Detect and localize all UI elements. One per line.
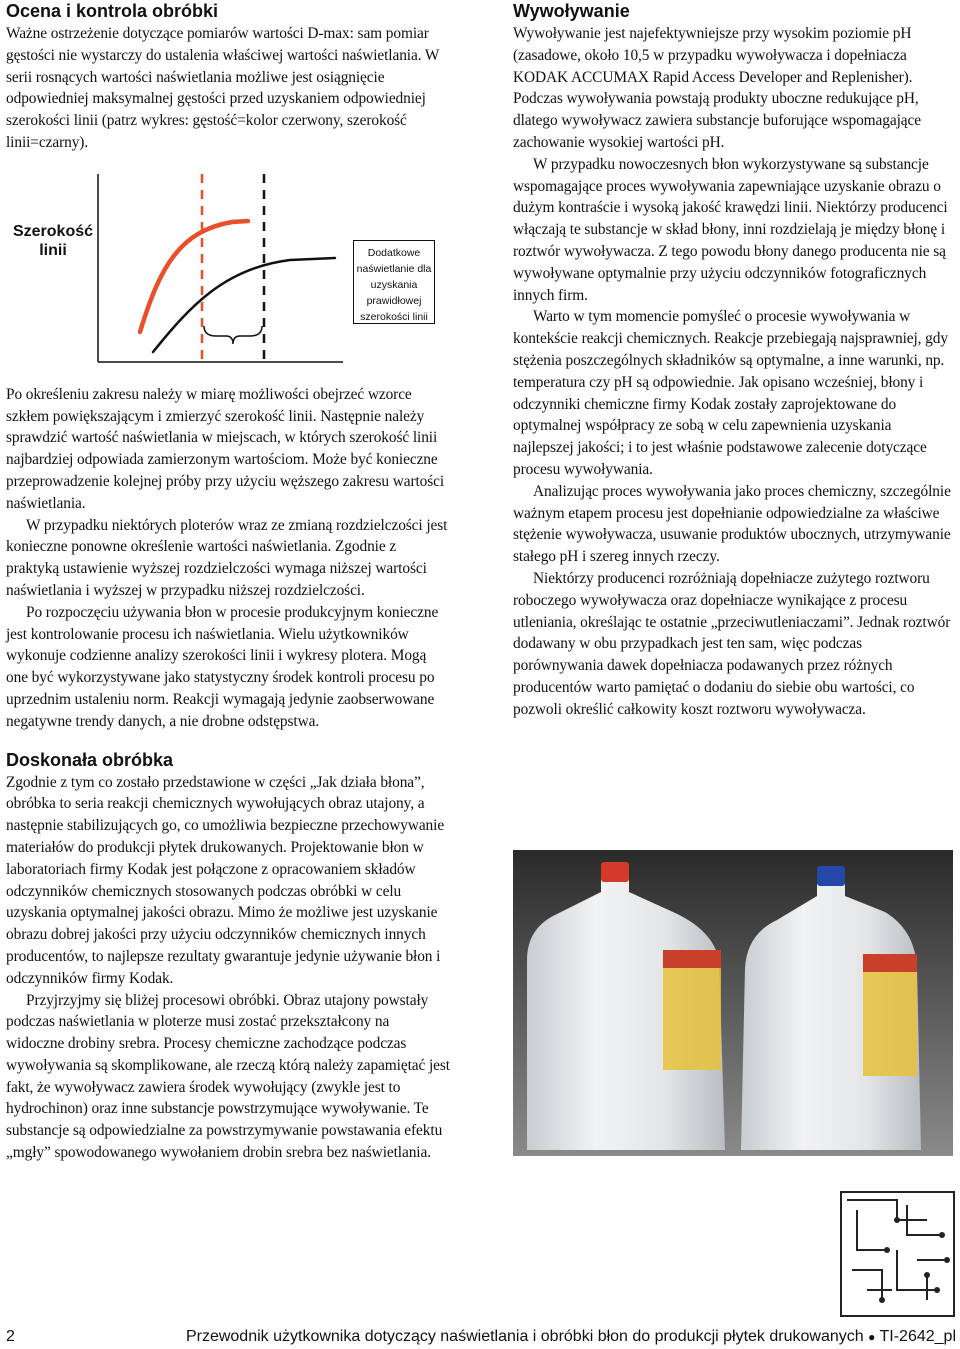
paragraph: W przypadku nowoczesnych błon wykorzystywane są substancje wspomagające proces wywoływania zapewniające uzyskanie obrazu o dużym kontraście i wysoką jakość krawędzi linii. Niektórzy producenci włączają te substancje w skład błony, inni rozdzielają je między błonę i roztwór wywoływacza. Z tego powodu błony danego producenta nie są wywoływane optymalnie przy użyciu odczynników fotograficznych innych firm.	[513, 155, 948, 304]
circuit-board-icon	[837, 1190, 956, 1318]
document-code: TI-2642_pl	[879, 1328, 956, 1345]
label-right-icon	[863, 954, 917, 1076]
chemical-bottles-photo	[513, 850, 953, 1156]
section-title-evaluation: Ocena i kontrola obróbki	[6, 1, 219, 21]
paragraph: Wywoływanie jest najefektywniejsze przy wysokim poziomie pH (zasadowe, około 10,5 w przypadku wywoływacza i dopełniacza KODAK ACCUMAX Rapid Access Developer and Replenisher). Podczas wywoływania powstają produkty uboczne redukujące pH, dlatego wywoływacz zawiera substancje buforujące wspomagające zachowanie wysokiej wartości pH.	[513, 25, 921, 151]
line-width-chart	[0, 156, 440, 376]
section-title-development: Wywoływanie	[513, 1, 630, 21]
page-number: 2	[6, 1328, 15, 1345]
additional-exposure-note: Dodatkowe naświetlanie dla uzyskania prawidłowej szerokości linii	[353, 240, 435, 324]
y-axis-label: Szerokość linii	[12, 222, 94, 259]
paragraph: Przyjrzyjmy się bliżej procesowi obróbki. Obraz utajony powstały podczas naświetlania w ploterze musi zostać przekształcony na widoczne drobiny srebra. Procesy chemiczne zachodzące podczas wywoływania są skomplikowane, ale rzeczą którą należy zapamiętać jest fakt, że wywoływacz zawiera środek wywołujący (zwykle jest to hydrochinon) oraz inne substancje powstrzymujące wywoływanie. Te substancje są odpowiedzialne za powstrzymywanie powstawania efektu „mgły” spowodowanego wywołaniem drobin srebra bez naświetlania.	[6, 991, 450, 1162]
paragraph: Po określeniu zakresu należy w miarę możliwości obejrzeć wzorce szkłem powiększającym i zmierzyć szerokość linii. Następnie należy sprawdzić wartość naświetlania w miejscach, w których szerokość linii najbardziej odpowiada zamierzonym wartościom. Może być konieczne przeprowadzenie kolejnej próby przy użyciu węższego zakresu wartości naświetlania.	[6, 385, 445, 512]
paragraph: W przypadku niektórych ploterów wraz ze zmianą rozdzielczości jest konieczne ponowne określenie wartości naświetlania. Zgodnie z praktyką ustawienie wyższej rozdzielczości wymaga niższej wartości naświetlania i wyższej w przypadku niższej rozdzielczości.	[6, 516, 448, 599]
blue-cap-icon	[817, 866, 845, 886]
paragraph: Analizując proces wywoływania jako proces chemiczny, szczególnie ważnym etapem procesu jest dopełnianie odpowiedzialne za właściwe stężenie wywoływacza, usuwanie produktów ubocznych, utrzymywanie stałego pH i szereg innych rzeczy.	[513, 482, 951, 566]
section-title-processing: Doskonała obróbka	[6, 749, 174, 770]
paragraph: Warto w tym momencie pomyśleć o procesie wywoływania w kontekście reakcji chemicznych. Reakcje przebiegają najsprawniej, gdy stężenia poszczególnych składników są optymalne, a inne warunki, np. temperatura czy pH są odpowiednie. Jak opisano wcześniej, błony i odczynniki chemiczne firmy Kodak zostały zaprojektowane do optymalnej współpracy ze sobą w celu zapewnienia uzyskania najlepszej jakości; i to jest właśnie podstawowe zalecenie dotyczące procesu wywoływania.	[513, 308, 948, 478]
line-width-curve	[153, 258, 335, 352]
footer-title	[186, 1326, 956, 1348]
density-curve	[140, 221, 248, 332]
document-title: Przewodnik użytkownika dotyczący naświetlania i obróbki błon do produkcji płytek drukowanych	[185, 1328, 864, 1345]
exposure-brace	[204, 326, 262, 344]
page-footer	[6, 1326, 956, 1348]
bullet-icon: ●	[868, 1330, 876, 1344]
paragraph: Po rozpoczęciu używania błon w procesie produkcyjnym konieczne jest kontrolowanie procesu ich naświetlania. Wielu użytkowników wykonuje codzienne analizy szerokości linii i wykresy plotera. Mogą one być wykorzystywane jako statystyczny środek kontroli procesu po uprzednim ustaleniu norm. Reakcji wymagają jedynie zaobserwowane negatywne trendy danych, a nie drobne odstępstwa.	[6, 603, 439, 730]
paragraph: Ważne ostrzeżenie dotyczące pomiarów wartości D-max: sam pomiar gęstości nie wystarczy do ustalenia właściwej wartości naświetlania. W serii rosnących wartości naświetlania możliwe jest osiągnięcie odpowiedniej maksymalnej gęstości przed uzyskaniem odpowiedniej szerokości linii (patrz wykres: gęstość=kolor czerwony, szerokość linii=czarny).	[6, 25, 440, 151]
paragraph: Zgodnie z tym co zostało przedstawione w części „Jak działa błona”, obróbka to seria reakcji chemicznych wywołujących obraz utajony, a następnie stabilizujących go, co umożliwia bezpieczne przechowywanie materiałów do produkcji płytek drukowanych. Projektowanie błon w laboratoriach firmy Kodak jest połączone z opracowaniem składów odczynników chemicznych stosowanych podczas obróbki w celu uzyskania optymalnej jakości obrazu. Mimo że możliwe jest uzyskanie obrazu dobrej jakości przy użyciu odczynników chemicznych innych producentów, to najlepsze rezultaty gwarantuje jedynie używanie błon i odczynników firmy Kodak.	[6, 773, 445, 987]
right-column	[513, 0, 953, 721]
left-column	[6, 0, 450, 1164]
red-cap-icon	[601, 862, 629, 882]
paragraph: Niektórzy producenci rozróżniają dopełniacze zużytego roztworu roboczego wywoływacza oraz dopełniacze wynikające z procesu utleniania, określając te ostatnie „przeciwutleniaczami”. Jednak roztwór dodawany w obu przypadkach jest ten sam, więc podczas porównywania dawek dopełniacza podawanych przez różnych producentów warto pamiętać o dodaniu do siebie obu wartości, co pozwoli określić całkowity koszt roztworu wywoływacza.	[513, 569, 951, 718]
